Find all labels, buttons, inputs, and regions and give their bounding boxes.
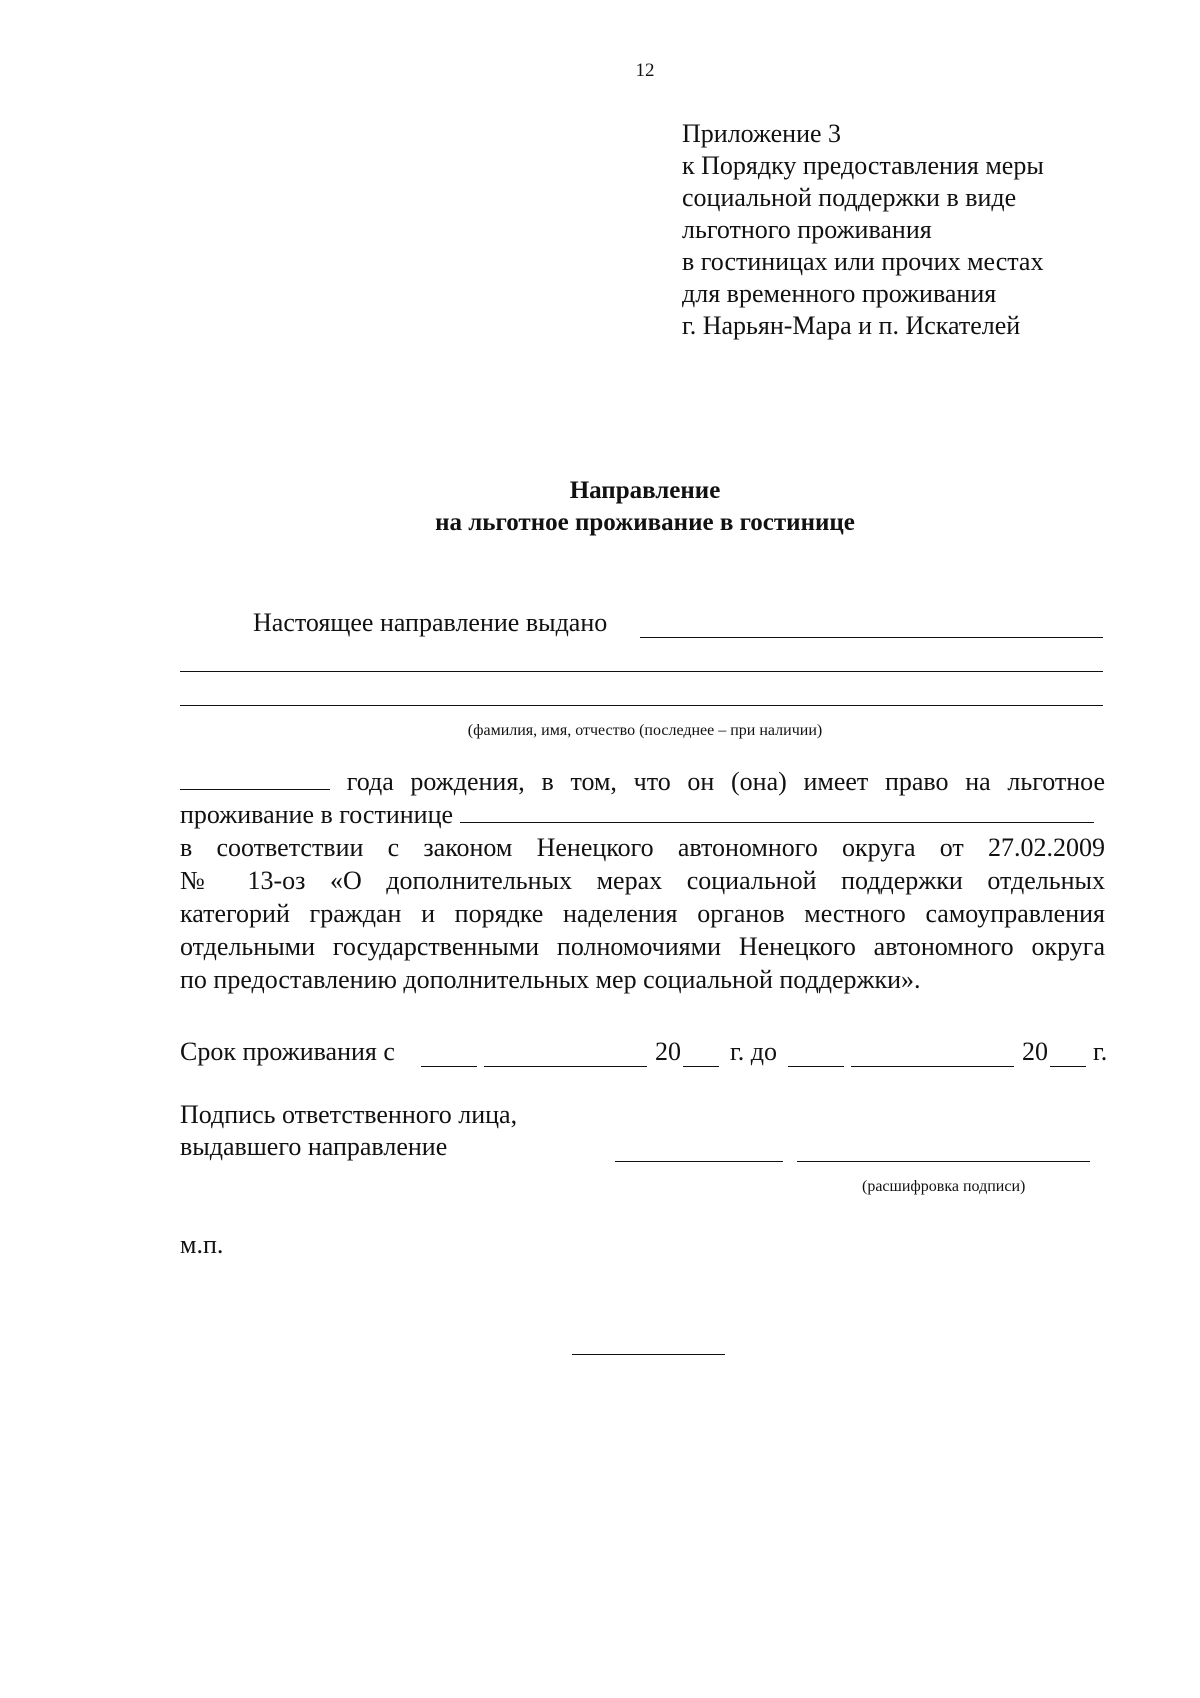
body-line-5: категорий граждан и порядке наделения органов местного самоуправления — [180, 899, 1105, 928]
body-line-1-text: года рождения, в том, что он (она) имеет право на льготное — [346, 767, 1106, 796]
signature-blank — [615, 1161, 783, 1162]
appendix-line: социальной поддержки в виде — [682, 183, 1017, 212]
term-from-month-blank — [484, 1066, 647, 1067]
term-to-year-blank — [1050, 1066, 1086, 1067]
body-line-3: в соответствии с законом Ненецкого автономного округа от 27.02.2009 — [180, 833, 1105, 862]
term-from-day-blank — [421, 1066, 477, 1067]
title-line-1: Направление — [569, 477, 721, 504]
body-paragraph — [180, 765, 1105, 996]
hotel-name-blank — [460, 821, 1094, 823]
end-separator — [572, 1354, 725, 1355]
term-to-month-blank — [851, 1066, 1014, 1067]
signature-label-line-2: выдавшего направление — [180, 1132, 448, 1161]
appendix-line: для временного проживания — [682, 279, 997, 308]
term-label: Срок проживания с — [180, 1037, 395, 1066]
fio-blank-line-2 — [180, 705, 1103, 706]
appendix-line: г. Нарьян-Мара и п. Искателей — [682, 311, 1021, 340]
body-line-2 — [180, 798, 1105, 831]
term-year-prefix-2: 20 — [1022, 1037, 1048, 1066]
issued-to-blank — [640, 637, 1103, 638]
term-year-prefix-1: 20 — [655, 1037, 681, 1066]
document-title — [0, 475, 1200, 539]
stamp-place: м.п. — [180, 1230, 224, 1259]
appendix-header — [682, 118, 1044, 342]
fio-blank-line-1 — [180, 671, 1103, 672]
body-line-1 — [180, 765, 1105, 798]
body-line-7: по предоставлению дополнительных мер социальной поддержки». — [180, 965, 921, 994]
term-from-year-blank — [683, 1066, 719, 1067]
body-line-4: № 13-оз «О дополнительных мерах социальной поддержки отдельных — [180, 866, 1105, 895]
term-year-suffix: г. — [1093, 1037, 1108, 1066]
appendix-line: Приложение 3 — [682, 119, 842, 148]
term-until-label: г. до — [730, 1037, 777, 1066]
fio-caption: (фамилия, имя, отчество (последнее – при наличии) — [467, 722, 823, 739]
body-line-2-text: проживание в гостинице — [180, 800, 454, 829]
appendix-line: льготного проживания — [682, 215, 932, 244]
appendix-line: к Порядку предоставления меры — [682, 151, 1044, 180]
signature-label-line-1: Подпись ответственного лица, — [180, 1100, 518, 1129]
birth-year-blank — [180, 788, 330, 790]
issued-to-label: Настоящее направление выдано — [253, 608, 608, 637]
title-line-2: на льготное проживание в гостинице — [435, 509, 855, 536]
signature-decoding-blank — [797, 1161, 1090, 1162]
page-number: 12 — [635, 60, 655, 81]
signature-caption: (расшифровка подписи) — [862, 1178, 1026, 1195]
body-line-6: отдельными государственными полномочиями Ненецкого автономного округа — [180, 932, 1105, 961]
term-to-day-blank — [788, 1066, 844, 1067]
appendix-line: в гостиницах или прочих местах — [682, 247, 1044, 276]
